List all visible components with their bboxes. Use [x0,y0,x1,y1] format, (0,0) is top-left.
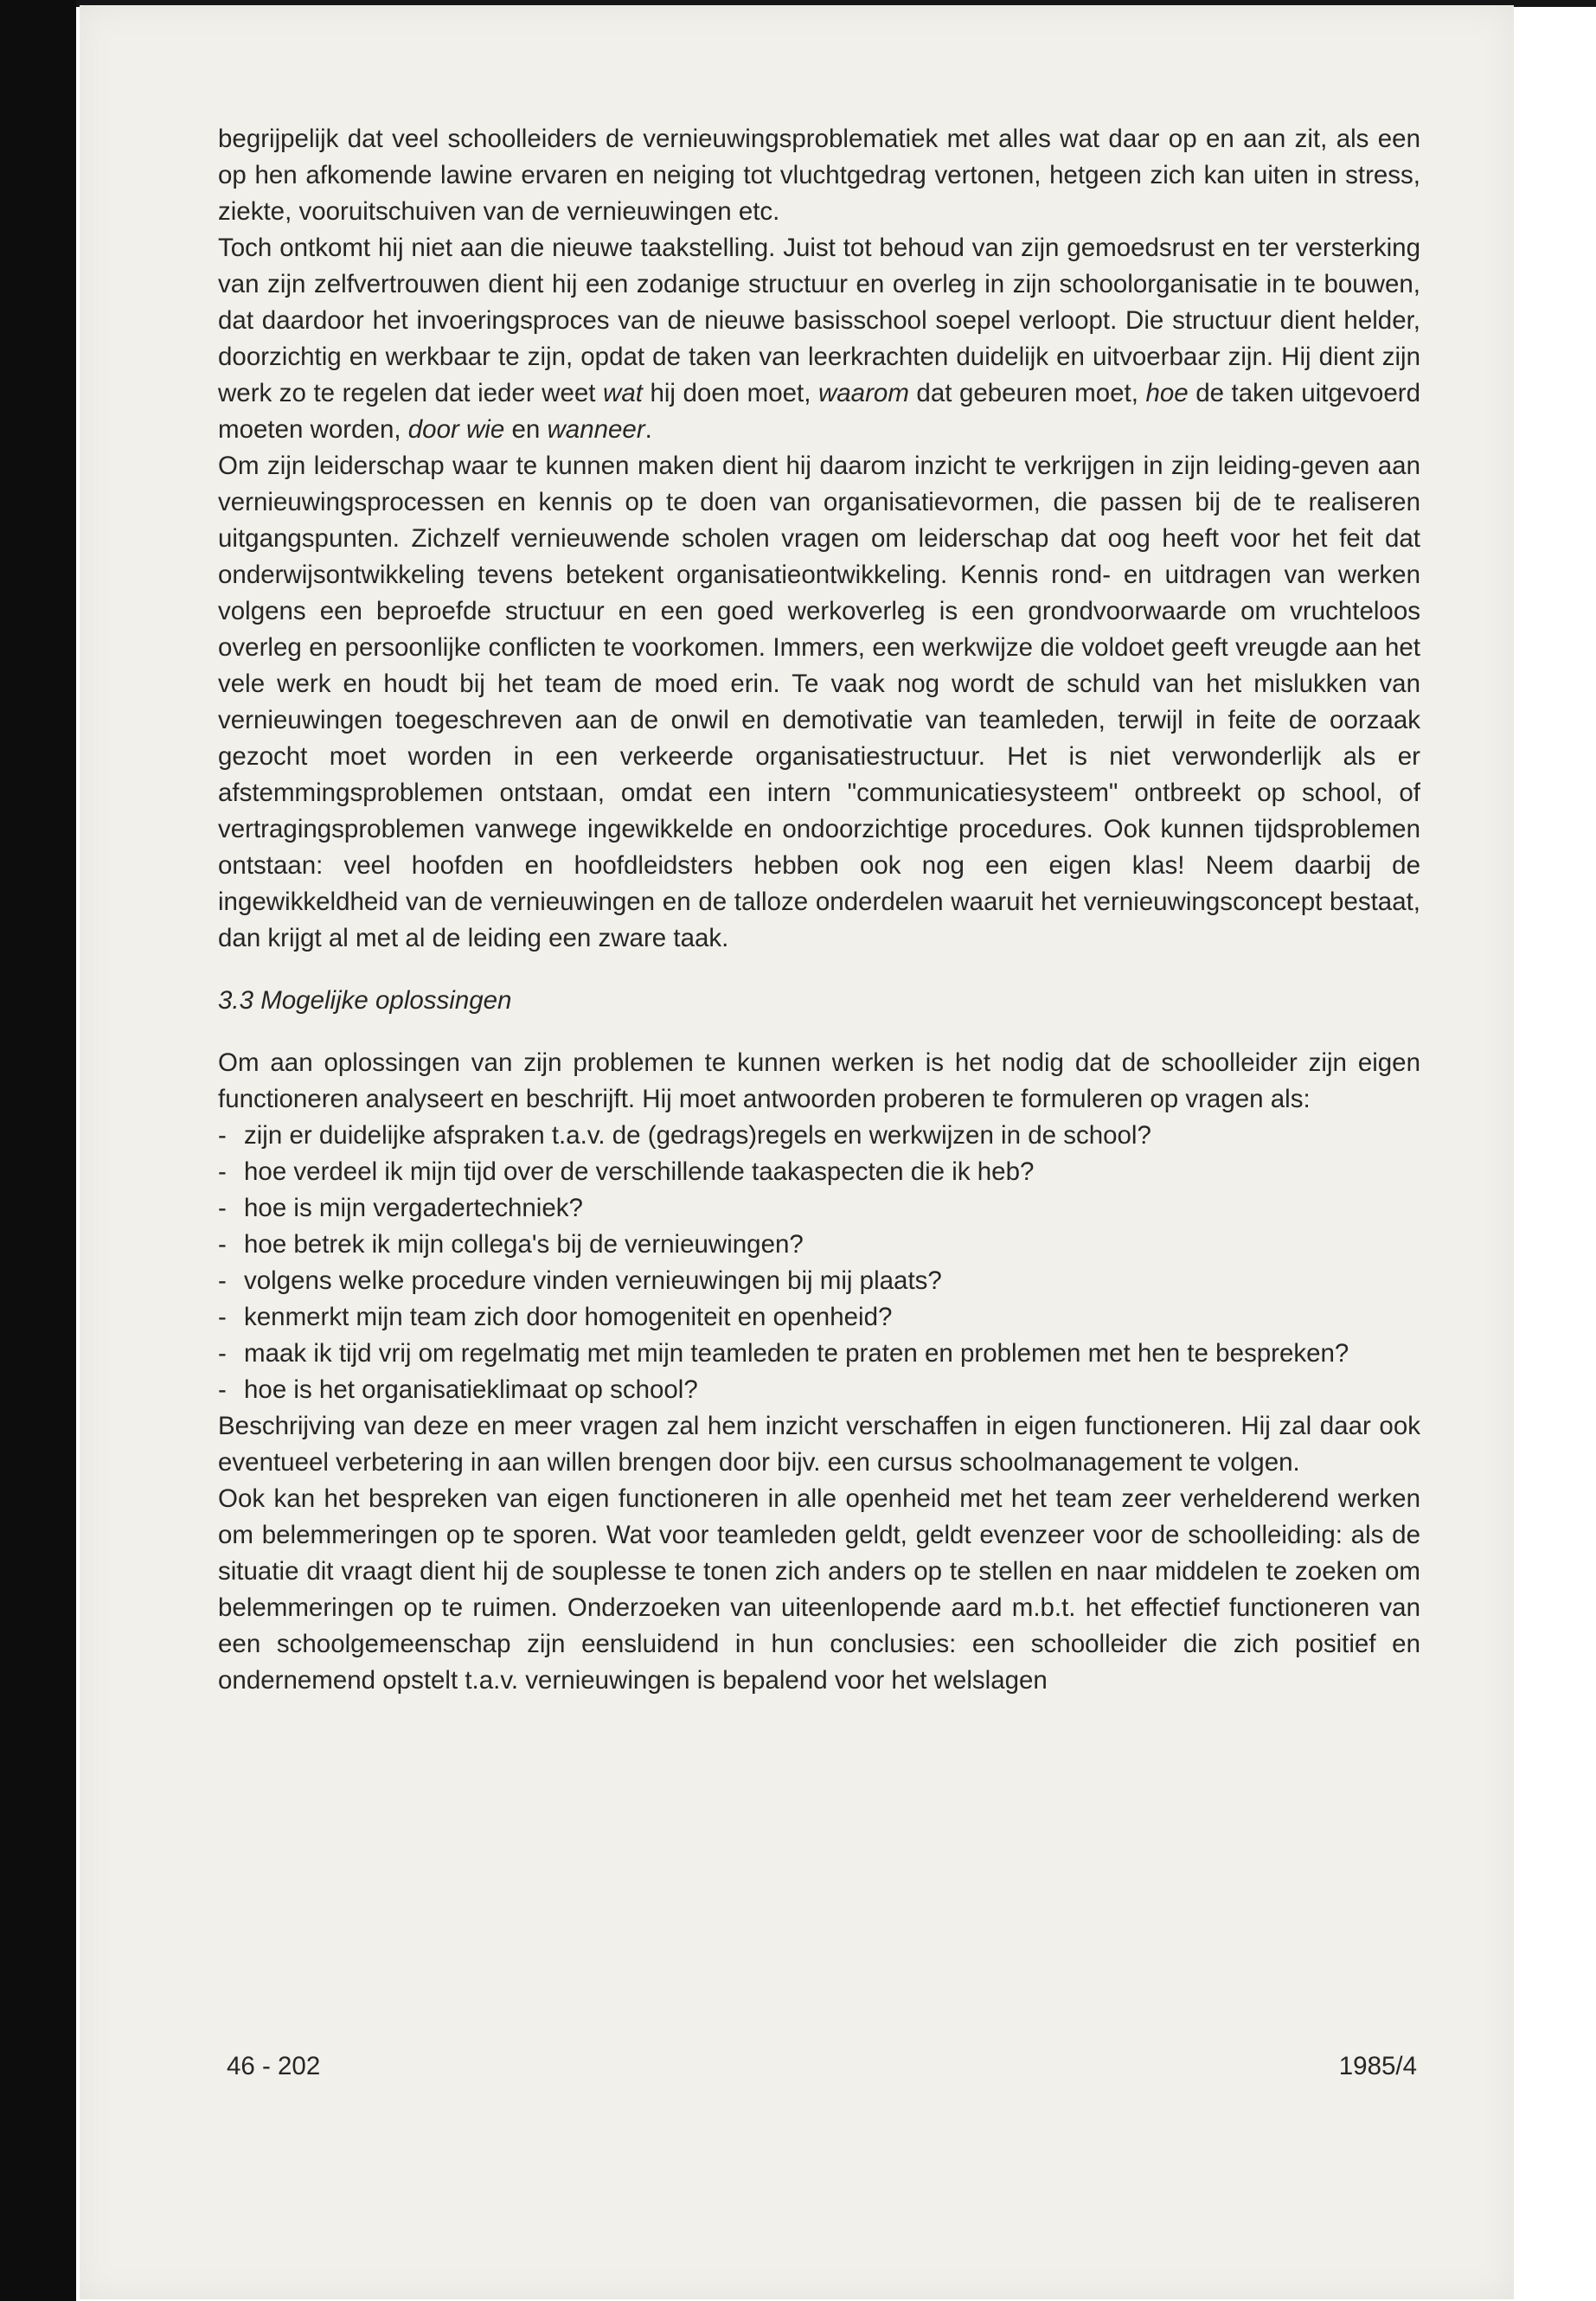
paragraph-description: Beschrijving van deze en meer vragen zal hem inzicht verschaffen in eigen functioneren. Hij zal daar ook eventueel verbetering in aan willen brengen door bijv. een cursus schoolmanagement te volgen. [218,1412,1420,1477]
paragraph-task-pre: Toch ontkomt hij niet aan die nieuwe taakstelling. Juist tot behoud van zijn gemoedsrust en ter versterking van zijn zelfvertrouwen dient hij een zodanige structuur en overleg in zijn schoolorganisatie in te bouwen, dat daardoor het invoeringsproces van de nieuwe basisschool soepel verloopt. Die structuur dient helder, doorzichtig en werkbaar te zijn, opdat de taken van leerkrachten duidelijk en uitvoerbaar zijn. Hij dient zijn werk zo te regelen dat ieder weet [218,234,1420,407]
paragraph-task [218,230,1420,448]
paragraph-task-text: dat gebeuren moet, [908,379,1146,407]
page-number: 46 - 202 [227,2052,321,2080]
question-item: - hoe betrek ik mijn collega's bij de vernieuwingen? [218,1227,1420,1263]
paragraph-leadership: Om zijn leiderschap waar te kunnen maken dient hij daarom inzicht te verkrijgen in zijn leiding-geven aan vernieuwingsprocessen en kennis op te doen van organisatievormen, die passen bij de te realiseren uitgangspunten. Zichzelf vernieuwende scholen vragen om leiderschap dat oog heeft voor het feit dat onderwijsontwikkeling tevens betekent organisatieontwikkeling. Kennis rond- en uitdragen van werken volgens een beproefde structuur en een goed werkoverleg is een grondvoorwaarde om vruchteloos overleg en persoonlijke conflicten te voorkomen. Immers, een werkwijze die voldoet geeft vreugde aan het vele werk en houdt bij het team de moed erin. Te vaak nog wordt de schuld van het mislukken van vernieuwingen toegeschreven aan de onwil en demotivatie van teamleden, terwijl in feite de oorzaak gezocht moet worden in een verkeerde organisatiestructuur. Het is niet verwonderlijk als er afstemmingsproblemen ontstaan, omdat een intern "communicatiesysteem" ontbreekt op school, of vertragingsproblemen vanwege ingewikkelde en ondoorzichtige procedures. Ook kunnen tijdsproblemen ontstaan: veel hoofden en hoofdleidsters hebben ook nog een eigen klas! Neem daarbij de ingewikkeldheid van de vernieuwingen en de talloze onderdelen waaruit het vernieuwingsconcept bestaat, dan krijgt al met al de leiding een zware taak. [218,452,1420,952]
issue-label: 1985/4 [1338,2052,1417,2080]
paragraph-task-text: en [504,415,548,444]
emphasis-door-wie: door wie [407,415,505,444]
question-item: - volgens welke procedure vinden vernieuwingen bij mij plaats? [218,1263,1420,1299]
emphasis-wanneer: wanneer [547,415,645,444]
emphasis-hoe: hoe [1145,379,1189,407]
page-body [218,121,1420,1699]
paragraph-task-text: . [644,415,652,444]
paragraph-task-text: hij doen moet, [642,379,818,407]
paragraph-intro: begrijpelijk dat veel schoolleiders de vernieuwingsproblematiek met alles wat daar op en aan zit, als een op hen afkomende lawine ervaren en neiging tot vluchtgedrag vertonen, hetgeen zich kan uiten in stress, ziekte, vooruitschuiven van de vernieuwingen etc. [218,125,1420,226]
emphasis-wat: wat [603,379,643,407]
paragraph-openness: Ook kan het bespreken van eigen functioneren in alle openheid met het team zeer verhelderend werken om belemmeringen op te sporen. Wat voor teamleden geldt, geldt evenzeer voor de schoolleiding: als de situatie dit vraagt dient hij de souplesse te tonen zich anders op te stellen en naar middelen te zoeken om belemmeringen op te ruimen. Onderzoeken van uiteenlopende aard m.b.t. het effectief functioneren van een schoolgemeenschap zijn eensluidend in hun conclusies: een schoolleider die zich positief en ondernemend opstelt t.a.v. vernieuwingen is bepalend voor het welslagen [218,1484,1420,1695]
question-list [218,1118,1420,1408]
emphasis-waarom: waarom [817,379,909,407]
section-heading: 3.3 Mogelijke oplossingen [218,986,512,1015]
question-item: - kenmerkt mijn team zich door homogeniteit en openheid? [218,1299,1420,1336]
question-item: - hoe is het organisatieklimaat op school? [218,1372,1420,1408]
scan-left-edge [0,0,76,2301]
paragraph-task-text: de taken uitgevoerd moeten worden, [218,379,1420,444]
question-item: - hoe is mijn vergadertechniek? [218,1190,1420,1227]
paragraph-section-intro: Om aan oplossingen van zijn problemen te kunnen werken is het nodig dat de schoolleider zijn eigen functioneren analyseert en beschrijft. Hij moet antwoorden proberen te formuleren op vragen als: [218,1048,1420,1113]
question-item: - zijn er duidelijke afspraken t.a.v. de (gedrags)regels en werkwijzen in de school? [218,1118,1420,1154]
question-item: - hoe verdeel ik mijn tijd over de verschillende taakaspecten die ik heb? [218,1154,1420,1190]
question-item: - maak ik tijd vrij om regelmatig met mijn teamleden te praten en problemen met hen te bespreken? [218,1336,1420,1372]
